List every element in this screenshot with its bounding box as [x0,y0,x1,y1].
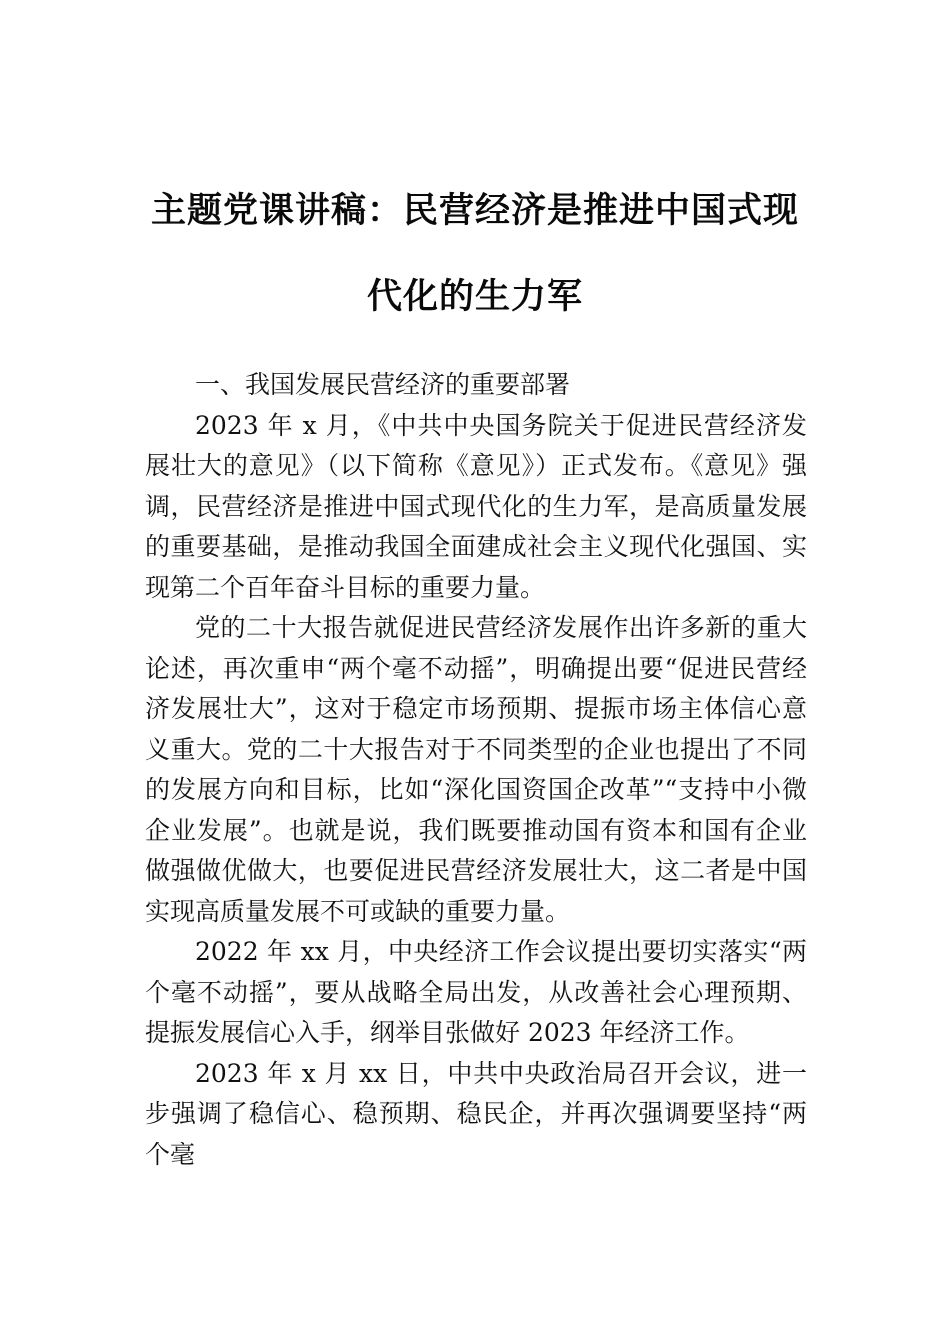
paragraph-4: 2023 年 x 月 xx 日，中共中央政治局召开会议，进一步强调了稳信心、稳预期、稳民企，并再次强调要坚持“两个毫 [145,1058,807,1169]
title-line-1: 主题党课讲稿：民营经济是推进中国式现 [150,191,799,231]
section-heading: 一、我国发展民营经济的重要部署 [195,370,571,399]
document-body [145,365,807,1175]
title-line-2: 代化的生力军 [366,277,583,317]
paragraph-2: 党的二十大报告就促进民营经济发展作出许多新的重大论述，再次重申“两个毫不动摇”，明确提出要“促进民营经济发展壮大”，这对于稳定市场预期、提振市场主体信心意义重大。党的二十大报告对于不同类型的企业也提出了不同的发展方向和目标，比如“深化国资国企改革”“支持中小微企业发展”。也就是说，我们既要推动国有资本和国有企业做强做优做大，也要促进民营经济发展壮大，这二者是中国实现高质量发展不可或缺的重要力量。 [145,613,807,926]
document-title [140,168,810,340]
paragraph-1: 2023 年 x 月，《中共中央国务院关于促进民营经济发展壮大的意见》（以下简称《意见》）正式发布。《意见》强调，民营经济是推进中国式现代化的生力军，是高质量发展的重要基础，是推动我国全面建成社会主义现代化强国、实现第二个百年奋斗目标的重要力量。 [145,410,807,602]
paragraph-3: 2022 年 xx 月，中央经济工作会议提出要切实落实“两个毫不动摇”，要从战略全局出发，从改善社会心理预期、提振发展信心入手，纲举目张做好 2023 年经济工作。 [145,937,807,1047]
